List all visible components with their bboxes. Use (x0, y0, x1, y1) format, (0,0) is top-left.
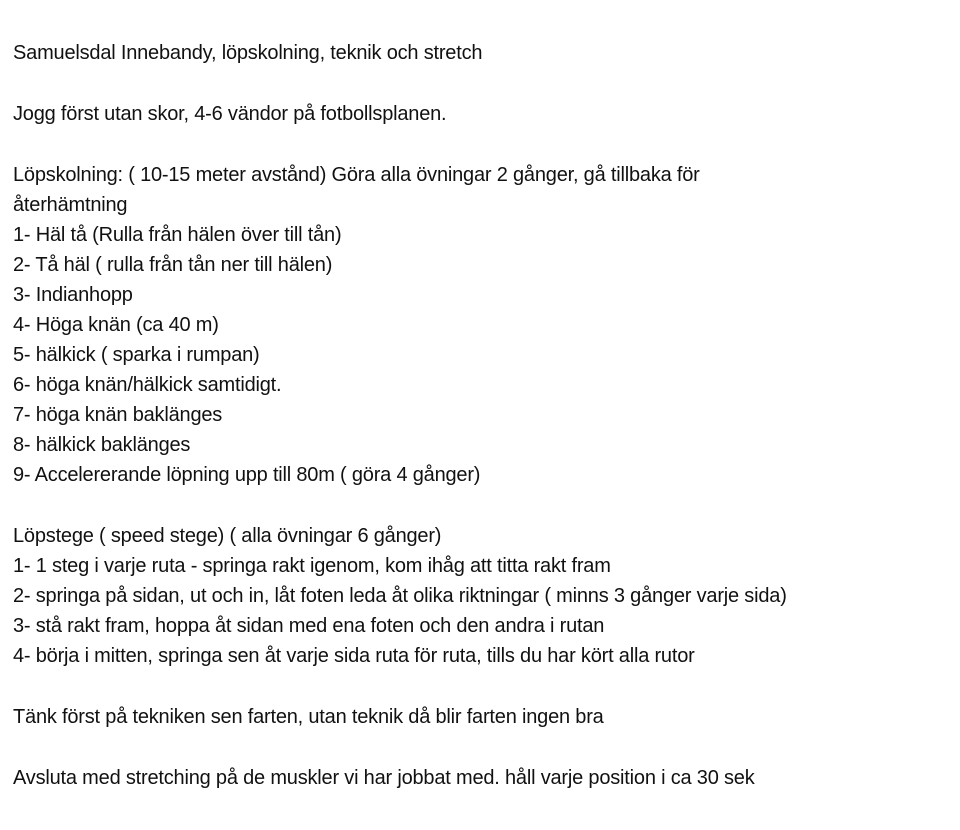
list-item: 1- 1 steg i varje ruta - springa rakt igenom, kom ihåg att titta rakt fram (13, 555, 611, 577)
lopskolning-section (13, 160, 953, 490)
list-item: 6- höga knän/hälkick samtidigt. (13, 374, 282, 396)
list-item: 5- hälkick ( sparka i rumpan) (13, 344, 260, 366)
spacer (13, 490, 953, 521)
spacer (13, 732, 953, 763)
lopskolning-heading-line-2: återhämtning (13, 194, 128, 216)
document-body (13, 38, 953, 793)
list-item: 2- Tå häl ( rulla från tån ner till hälen) (13, 254, 333, 276)
list-item: 1- Häl tå (Rulla från hälen över till tån) (13, 224, 342, 246)
list-item: 4- Höga knän (ca 40 m) (13, 314, 219, 336)
lopstege-heading: Löpstege ( speed stege) ( alla övningar 6 gånger) (13, 525, 442, 547)
list-item: 4- börja i mitten, springa sen åt varje sida ruta för ruta, tills du har kört alla rutor (13, 645, 695, 667)
lopskolning-list (13, 220, 953, 490)
spacer (13, 671, 953, 702)
intro-paragraph: Jogg först utan skor, 4-6 vändor på fotbollsplanen. (13, 103, 447, 125)
lopstege-list (13, 551, 953, 671)
list-item: 3- stå rakt fram, hoppa åt sidan med ena foten och den andra i rutan (13, 615, 605, 637)
list-item: 7- höga knän baklänges (13, 404, 223, 426)
lopskolning-heading-line-1: Löpskolning: ( 10-15 meter avstånd) Göra alla övningar 2 gånger, gå tillbaka för (13, 164, 700, 186)
document-title: Samuelsdal Innebandy, löpskolning, teknik och stretch (13, 42, 483, 64)
list-item: 3- Indianhopp (13, 284, 133, 306)
teknik-note: Tänk först på tekniken sen farten, utan teknik då blir farten ingen bra (13, 706, 604, 728)
stretch-note: Avsluta med stretching på de muskler vi har jobbat med. håll varje position i ca 30 sek (13, 767, 755, 789)
list-item: 2- springa på sidan, ut och in, låt foten leda åt olika riktningar ( minns 3 gånger varje sida) (13, 585, 787, 607)
list-item: 9- Accelererande löpning upp till 80m ( göra 4 gånger) (13, 464, 481, 486)
lopstege-section (13, 521, 953, 671)
list-item: 8- hälkick baklänges (13, 434, 191, 456)
